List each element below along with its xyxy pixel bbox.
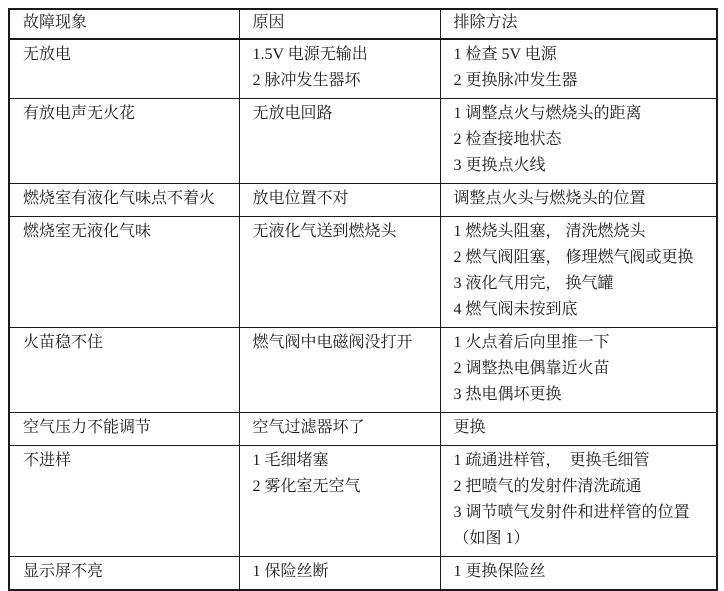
cause-cell xyxy=(239,99,440,184)
cell-line: 3 热电偶坏更换 xyxy=(453,386,562,403)
symptom-cell xyxy=(9,217,239,328)
symptom-cell xyxy=(9,413,239,446)
cause-cell xyxy=(239,557,440,591)
symptom-cell xyxy=(9,328,239,413)
table-row xyxy=(9,446,717,557)
cell-line: 1 疏通进样管， 更换毛细管 xyxy=(453,452,650,469)
remedy-cell xyxy=(440,446,717,557)
remedy-cell xyxy=(440,99,717,184)
remedy-cell xyxy=(440,39,717,99)
symptom-cell xyxy=(9,99,239,184)
symptom-cell xyxy=(9,39,239,99)
cause-cell xyxy=(239,184,440,217)
cause-cell xyxy=(239,446,440,557)
table-row xyxy=(9,184,717,217)
cell-line: 2 雾化室无空气 xyxy=(252,478,361,495)
cell-line: 空气过滤器坏了 xyxy=(252,419,365,436)
cell-line: 2 更换脉冲发生器 xyxy=(453,72,578,89)
table-row xyxy=(9,99,717,184)
cell-line: 1 毛细堵塞 xyxy=(252,452,329,469)
cell-line: （如图 1） xyxy=(453,530,530,547)
col-header-cause: 原因 xyxy=(239,9,440,39)
cell-line: 2 燃气阀阻塞， 修理燃气阀或更换 xyxy=(453,249,694,266)
cell-line: 空气压力不能调节 xyxy=(23,419,152,436)
col-header-remedy: 排除方法 xyxy=(440,9,717,39)
cell-line: 火苗稳不住 xyxy=(23,334,104,351)
cell-line: 不进样 xyxy=(23,452,72,469)
cell-line: 1 检查 5V 电源 xyxy=(453,46,557,63)
cell-line: 调整点火头与燃烧头的位置 xyxy=(453,190,646,207)
col-header-symptom: 故障现象 xyxy=(9,9,239,39)
table-row xyxy=(9,413,717,446)
symptom-cell xyxy=(9,184,239,217)
cell-line: 有放电声无火花 xyxy=(23,105,136,122)
table-row xyxy=(9,557,717,591)
cell-line: 更换 xyxy=(453,419,486,436)
symptom-cell xyxy=(9,446,239,557)
cell-line: 1.5V 电源无输出 xyxy=(252,46,368,63)
cell-line: 无液化气送到燃烧头 xyxy=(252,223,397,240)
cell-line: 2 脉冲发生器坏 xyxy=(252,72,361,89)
cell-line: 2 把喷气的发射件清洗疏通 xyxy=(453,478,642,495)
cell-line: 燃烧室无液化气味 xyxy=(23,223,152,240)
troubleshooting-table xyxy=(8,8,718,591)
cause-cell xyxy=(239,328,440,413)
remedy-cell xyxy=(440,328,717,413)
cell-line: 3 调节喷气发射件和进样管的位置 xyxy=(453,504,690,521)
cause-cell xyxy=(239,39,440,99)
remedy-cell xyxy=(440,184,717,217)
cause-cell xyxy=(239,413,440,446)
cell-line: 1 更换保险丝 xyxy=(453,563,546,580)
table-header-row xyxy=(9,9,717,39)
cell-line: 燃气阀中电磁阀没打开 xyxy=(252,334,413,351)
remedy-cell xyxy=(440,217,717,328)
cell-line: 1 调整点火与燃烧头的距离 xyxy=(453,105,642,122)
cell-line: 1 火点着后向里推一下 xyxy=(453,334,610,351)
symptom-cell xyxy=(9,557,239,591)
cell-line: 无放电回路 xyxy=(252,105,333,122)
cause-cell xyxy=(239,217,440,328)
remedy-cell xyxy=(440,413,717,446)
cell-line: 1 保险丝断 xyxy=(252,563,329,580)
cell-line: 4 燃气阀未按到底 xyxy=(453,301,578,318)
table-row xyxy=(9,217,717,328)
cell-line: 显示屏不亮 xyxy=(23,563,104,580)
cell-line: 燃烧室有液化气味点不着火 xyxy=(23,190,216,207)
table-row xyxy=(9,39,717,99)
cell-line: 无放电 xyxy=(23,46,72,63)
cell-line: 2 检查接地状态 xyxy=(453,131,562,148)
cell-line: 3 更换点火线 xyxy=(453,157,546,174)
cell-line: 3 液化气用完， 换气罐 xyxy=(453,275,614,292)
table-body xyxy=(9,39,717,590)
cell-line: 2 调整热电偶靠近火苗 xyxy=(453,360,610,377)
remedy-cell xyxy=(440,557,717,591)
table-row xyxy=(9,328,717,413)
cell-line: 1 燃烧头阻塞， 清洗燃烧头 xyxy=(453,223,646,240)
cell-line: 放电位置不对 xyxy=(252,190,349,207)
